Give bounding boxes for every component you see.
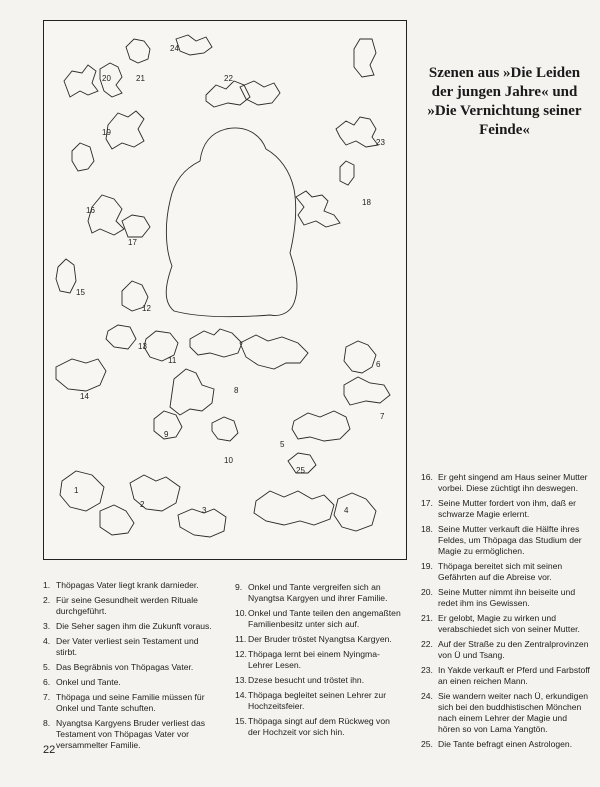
- scene-label-6: 6: [376, 360, 381, 369]
- caption-item: [421, 498, 591, 520]
- caption-number: 21.: [421, 613, 433, 623]
- caption-number: 9.: [235, 582, 243, 592]
- caption-text: Thöpaga lernt bei einem Nyingma-Lehrer Lesen.: [248, 649, 380, 670]
- scene-label-8: 8: [234, 386, 239, 395]
- scene-label-2: 2: [140, 500, 145, 509]
- caption-item: [43, 595, 221, 617]
- caption-number: 2.: [43, 595, 51, 605]
- caption-text: Thöpaga begleitet seinen Lehrer zur Hochzeitsfeier.: [248, 690, 387, 711]
- caption-number: 25.: [421, 739, 433, 749]
- scene-label-24: 24: [170, 44, 179, 53]
- scene-label-9: 9: [164, 430, 169, 439]
- caption-text: Seine Mutter verkauft die Hälfte ihres Feldes, um Thöpaga das Studium der Magie zu ermöglichen.: [438, 524, 582, 556]
- scene-label-10: 10: [224, 456, 233, 465]
- scene-label-14: 14: [80, 392, 89, 401]
- caption-item: [235, 634, 403, 645]
- caption-item: [235, 675, 403, 686]
- caption-number: 14.: [235, 690, 247, 700]
- caption-number: 22.: [421, 639, 433, 649]
- caption-item: [43, 636, 221, 658]
- caption-number: 1.: [43, 580, 51, 590]
- caption-item: [235, 608, 403, 630]
- caption-number: 24.: [421, 691, 433, 701]
- caption-number: 4.: [43, 636, 51, 646]
- caption-number: 20.: [421, 587, 433, 597]
- caption-text: Für seine Gesundheit werden Rituale durchgeführt.: [56, 595, 198, 616]
- caption-number: 10.: [235, 608, 247, 618]
- caption-item: [43, 580, 221, 591]
- caption-item: [43, 662, 221, 673]
- scene-label-22: 22: [224, 74, 233, 83]
- caption-text: In Yakde verkauft er Pferd und Farbstoff an einen reichen Mann.: [438, 665, 590, 686]
- caption-text: Thöpaga bereitet sich mit seinen Gefährten auf die Abreise vor.: [438, 561, 563, 582]
- caption-item: [421, 739, 591, 750]
- caption-number: 23.: [421, 665, 433, 675]
- page-number: 22: [43, 744, 56, 756]
- scene-label-17: 17: [128, 238, 137, 247]
- scene-label-18: 18: [362, 198, 371, 207]
- caption-item: [421, 524, 591, 557]
- caption-text: Der Vater verliest sein Testament und stirbt.: [56, 636, 199, 657]
- scene-label-16: 16: [86, 206, 95, 215]
- caption-text: Thöpagas Vater liegt krank darnieder.: [56, 580, 199, 590]
- caption-list-left: [43, 580, 221, 755]
- caption-item: [421, 613, 591, 635]
- caption-text: Die Seher sagen ihm die Zukunft voraus.: [56, 621, 212, 631]
- scene-number-labels: [74, 44, 385, 515]
- caption-text: Der Bruder tröstet Nyangtsa Kargyen.: [248, 634, 392, 644]
- caption-item: [235, 649, 403, 671]
- caption-text: Auf der Straße zu den Zentralprovinzen von Ü und Tsang.: [438, 639, 589, 660]
- scene-outlines: [44, 21, 406, 559]
- caption-item: [421, 665, 591, 687]
- caption-number: 15.: [235, 716, 247, 726]
- central-figure-outline: [166, 128, 297, 317]
- caption-item: [235, 582, 403, 604]
- caption-text: Onkel und Tante vergreifen sich an Nyangtsa Kargyen und ihrer Familie.: [248, 582, 388, 603]
- caption-item: [421, 639, 591, 661]
- scene-label-4: 4: [344, 506, 349, 515]
- scene-label-1: 1: [74, 486, 79, 495]
- caption-item: [421, 561, 591, 583]
- caption-text: Onkel und Tante teilen den angemaßten Familienbesitz unter sich auf.: [248, 608, 401, 629]
- caption-text: Onkel und Tante.: [56, 677, 121, 687]
- caption-text: Dzese besucht und tröstet ihn.: [248, 675, 365, 685]
- caption-item: [421, 472, 591, 494]
- caption-number: 19.: [421, 561, 433, 571]
- caption-text: Das Begräbnis von Thöpagas Vater.: [56, 662, 194, 672]
- caption-text: Thöpaga singt auf dem Rückweg von der Hochzeit vor sich hin.: [248, 716, 390, 737]
- page-title: Szenen aus »Die Leiden der jungen Jahre« und »Die Vernichtung seiner Feinde«: [427, 65, 582, 138]
- caption-text: Er geht singend am Haus seiner Mutter vorbei. Diese züchtigt ihn deswegen.: [438, 472, 588, 493]
- caption-item: [421, 587, 591, 609]
- caption-number: 8.: [43, 718, 51, 728]
- scene-label-13: 13: [138, 342, 147, 351]
- caption-number: 12.: [235, 649, 247, 659]
- caption-number: 3.: [43, 621, 51, 631]
- caption-number: 13.: [235, 675, 247, 685]
- scene-label-25: 25: [296, 466, 305, 475]
- caption-item: [43, 718, 221, 751]
- caption-text: Seine Mutter nimmt ihn beiseite und redet ihm ins Gewissen.: [438, 587, 576, 608]
- caption-text: Seine Mutter fordert von ihm, daß er schwarze Magie erlernt.: [438, 498, 577, 519]
- caption-number: 16.: [421, 472, 433, 482]
- caption-item: [235, 690, 403, 712]
- caption-number: 18.: [421, 524, 433, 534]
- scene-label-3: 3: [202, 506, 207, 515]
- caption-item: [235, 716, 403, 738]
- scene-label-23: 23: [376, 138, 385, 147]
- caption-list-middle: [235, 582, 403, 742]
- scene-diagram: [43, 20, 407, 560]
- caption-number: 5.: [43, 662, 51, 672]
- caption-list-right: [421, 472, 591, 754]
- caption-number: 7.: [43, 692, 51, 702]
- caption-number: 17.: [421, 498, 433, 508]
- scene-label-19: 19: [102, 128, 111, 137]
- caption-text: Thöpaga und seine Familie müssen für Onkel und Tante schuften.: [56, 692, 205, 713]
- scene-label-5: 5: [280, 440, 285, 449]
- caption-number: 11.: [235, 634, 247, 644]
- caption-text: Sie wandern weiter nach Ü, erkundigen sich bei den buddhistischen Mönchen nach einem Lehrer der Magie und hören so von Lama Yangtön.: [438, 691, 589, 734]
- scene-label-7: 7: [380, 412, 385, 421]
- scene-label-21: 21: [136, 74, 145, 83]
- caption-item: [43, 621, 221, 632]
- caption-item: [43, 692, 221, 714]
- caption-text: Nyangtsa Kargyens Bruder verliest das Testament von Thöpagas Vater vor versammelter Familie.: [56, 718, 206, 750]
- caption-text: Er gelobt, Magie zu wirken und verabschiedet sich von seiner Mutter.: [438, 613, 580, 634]
- caption-item: [421, 691, 591, 735]
- scene-label-15: 15: [76, 288, 85, 297]
- caption-number: 6.: [43, 677, 51, 687]
- scene-label-11: 11: [168, 356, 177, 365]
- caption-item: [43, 677, 221, 688]
- caption-text: Die Tante befragt einen Astrologen.: [438, 739, 573, 749]
- scene-label-12: 12: [142, 304, 151, 313]
- scene-label-20: 20: [102, 74, 111, 83]
